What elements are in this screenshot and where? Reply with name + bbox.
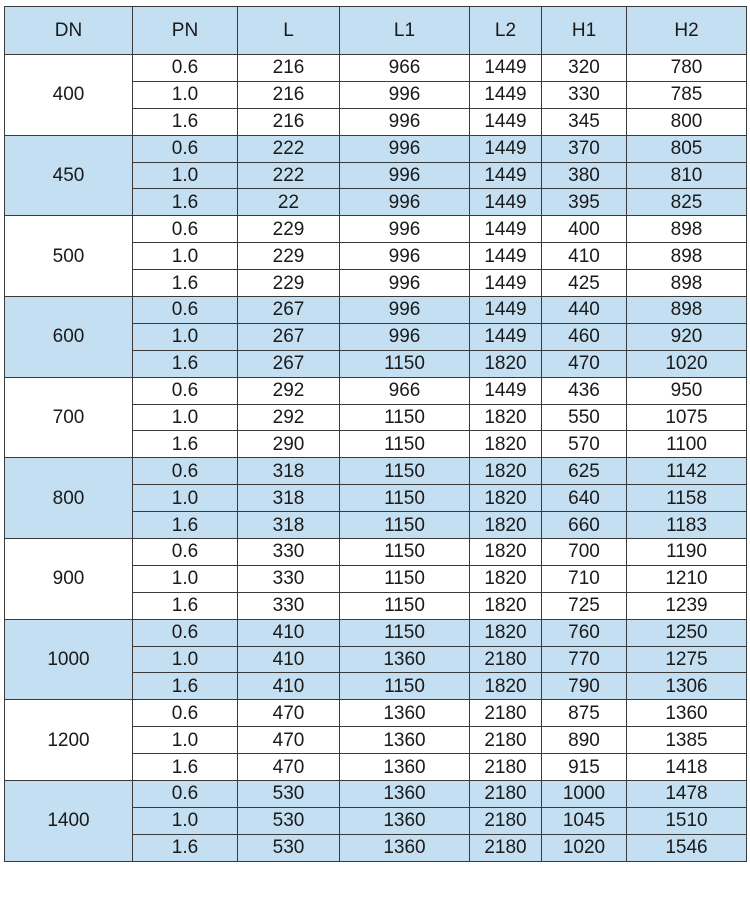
h2-cell: 1183 xyxy=(627,512,747,539)
l1-cell: 996 xyxy=(340,323,470,350)
h2-cell: 1306 xyxy=(627,673,747,700)
h1-cell: 550 xyxy=(542,404,627,431)
h1-cell: 915 xyxy=(542,754,627,781)
h2-cell: 1100 xyxy=(627,431,747,458)
h1-cell: 700 xyxy=(542,539,627,566)
l2-cell: 1449 xyxy=(470,81,542,108)
h1-cell: 440 xyxy=(542,297,627,324)
l2-cell: 2180 xyxy=(470,807,542,834)
h2-cell: 1239 xyxy=(627,592,747,619)
l-cell: 222 xyxy=(238,162,340,189)
column-header-h1: H1 xyxy=(542,7,627,55)
h1-cell: 436 xyxy=(542,377,627,404)
l1-cell: 996 xyxy=(340,297,470,324)
l-cell: 222 xyxy=(238,135,340,162)
l2-cell: 1820 xyxy=(470,458,542,485)
dn-cell: 700 xyxy=(5,377,133,458)
l-cell: 330 xyxy=(238,565,340,592)
h2-cell: 810 xyxy=(627,162,747,189)
l1-cell: 1150 xyxy=(340,485,470,512)
table-body xyxy=(5,55,747,862)
h1-cell: 330 xyxy=(542,81,627,108)
pn-cell: 0.6 xyxy=(133,55,238,82)
pn-cell: 0.6 xyxy=(133,539,238,566)
pn-cell: 0.6 xyxy=(133,135,238,162)
l2-cell: 1449 xyxy=(470,377,542,404)
l2-cell: 1820 xyxy=(470,673,542,700)
h1-cell: 790 xyxy=(542,673,627,700)
l-cell: 229 xyxy=(238,270,340,297)
h1-cell: 460 xyxy=(542,323,627,350)
header-row xyxy=(5,7,747,55)
l1-cell: 1360 xyxy=(340,807,470,834)
l-cell: 22 xyxy=(238,189,340,216)
pn-cell: 1.6 xyxy=(133,592,238,619)
h1-cell: 625 xyxy=(542,458,627,485)
pn-cell: 1.6 xyxy=(133,108,238,135)
dn-cell: 800 xyxy=(5,458,133,539)
l1-cell: 1150 xyxy=(340,458,470,485)
h2-cell: 898 xyxy=(627,243,747,270)
l1-cell: 1360 xyxy=(340,646,470,673)
l-cell: 530 xyxy=(238,781,340,808)
l2-cell: 2180 xyxy=(470,754,542,781)
l2-cell: 1820 xyxy=(470,485,542,512)
pn-cell: 1.0 xyxy=(133,565,238,592)
l1-cell: 1150 xyxy=(340,592,470,619)
l1-cell: 996 xyxy=(340,108,470,135)
l2-cell: 1449 xyxy=(470,297,542,324)
l-cell: 410 xyxy=(238,646,340,673)
h2-cell: 950 xyxy=(627,377,747,404)
table-row xyxy=(5,619,747,646)
pn-cell: 1.6 xyxy=(133,512,238,539)
pn-cell: 1.0 xyxy=(133,162,238,189)
h2-cell: 898 xyxy=(627,270,747,297)
h2-cell: 1510 xyxy=(627,807,747,834)
column-header-l: L xyxy=(238,7,340,55)
h2-cell: 780 xyxy=(627,55,747,82)
h1-cell: 1020 xyxy=(542,834,627,861)
l-cell: 216 xyxy=(238,55,340,82)
column-header-h2: H2 xyxy=(627,7,747,55)
l2-cell: 1820 xyxy=(470,539,542,566)
l-cell: 330 xyxy=(238,592,340,619)
h1-cell: 890 xyxy=(542,727,627,754)
l1-cell: 1150 xyxy=(340,350,470,377)
h2-cell: 825 xyxy=(627,189,747,216)
l2-cell: 1449 xyxy=(470,189,542,216)
table-row xyxy=(5,539,747,566)
l1-cell: 1360 xyxy=(340,834,470,861)
pn-cell: 0.6 xyxy=(133,700,238,727)
l2-cell: 1449 xyxy=(470,135,542,162)
l2-cell: 1820 xyxy=(470,565,542,592)
h2-cell: 1075 xyxy=(627,404,747,431)
h2-cell: 898 xyxy=(627,297,747,324)
h1-cell: 1000 xyxy=(542,781,627,808)
l1-cell: 996 xyxy=(340,162,470,189)
pn-cell: 0.6 xyxy=(133,458,238,485)
l2-cell: 2180 xyxy=(470,646,542,673)
l-cell: 267 xyxy=(238,323,340,350)
l-cell: 229 xyxy=(238,216,340,243)
dn-cell: 600 xyxy=(5,297,133,378)
h1-cell: 710 xyxy=(542,565,627,592)
column-header-l1: L1 xyxy=(340,7,470,55)
l-cell: 229 xyxy=(238,243,340,270)
l1-cell: 1150 xyxy=(340,673,470,700)
l2-cell: 1820 xyxy=(470,350,542,377)
l-cell: 530 xyxy=(238,807,340,834)
h1-cell: 345 xyxy=(542,108,627,135)
pn-cell: 1.6 xyxy=(133,834,238,861)
l-cell: 318 xyxy=(238,512,340,539)
l1-cell: 1150 xyxy=(340,539,470,566)
l1-cell: 996 xyxy=(340,243,470,270)
l1-cell: 1360 xyxy=(340,727,470,754)
pn-cell: 0.6 xyxy=(133,619,238,646)
table-row xyxy=(5,781,747,808)
l2-cell: 2180 xyxy=(470,781,542,808)
h1-cell: 725 xyxy=(542,592,627,619)
dn-cell: 900 xyxy=(5,539,133,620)
pn-cell: 1.6 xyxy=(133,754,238,781)
pn-cell: 1.6 xyxy=(133,189,238,216)
l-cell: 267 xyxy=(238,350,340,377)
column-header-dn: DN xyxy=(5,7,133,55)
h2-cell: 1142 xyxy=(627,458,747,485)
l1-cell: 996 xyxy=(340,135,470,162)
l1-cell: 996 xyxy=(340,81,470,108)
l1-cell: 996 xyxy=(340,270,470,297)
l-cell: 470 xyxy=(238,700,340,727)
l-cell: 318 xyxy=(238,458,340,485)
l2-cell: 2180 xyxy=(470,727,542,754)
l1-cell: 966 xyxy=(340,55,470,82)
h2-cell: 1418 xyxy=(627,754,747,781)
h1-cell: 760 xyxy=(542,619,627,646)
h2-cell: 1210 xyxy=(627,565,747,592)
dimensions-table xyxy=(4,6,747,862)
l1-cell: 1150 xyxy=(340,565,470,592)
h1-cell: 400 xyxy=(542,216,627,243)
pn-cell: 1.0 xyxy=(133,485,238,512)
h2-cell: 898 xyxy=(627,216,747,243)
pn-cell: 1.0 xyxy=(133,243,238,270)
h2-cell: 1158 xyxy=(627,485,747,512)
table-row xyxy=(5,700,747,727)
table-header xyxy=(5,7,747,55)
table-row xyxy=(5,458,747,485)
h1-cell: 410 xyxy=(542,243,627,270)
h2-cell: 1385 xyxy=(627,727,747,754)
l2-cell: 1449 xyxy=(470,108,542,135)
l1-cell: 996 xyxy=(340,216,470,243)
l2-cell: 2180 xyxy=(470,700,542,727)
pn-cell: 1.6 xyxy=(133,431,238,458)
table-row xyxy=(5,135,747,162)
table-row xyxy=(5,216,747,243)
h1-cell: 1045 xyxy=(542,807,627,834)
h2-cell: 805 xyxy=(627,135,747,162)
pn-cell: 0.6 xyxy=(133,781,238,808)
l2-cell: 1449 xyxy=(470,270,542,297)
pn-cell: 1.6 xyxy=(133,270,238,297)
l2-cell: 1449 xyxy=(470,162,542,189)
l-cell: 470 xyxy=(238,727,340,754)
h2-cell: 785 xyxy=(627,81,747,108)
l-cell: 292 xyxy=(238,404,340,431)
pn-cell: 0.6 xyxy=(133,216,238,243)
pn-cell: 1.0 xyxy=(133,404,238,431)
h1-cell: 320 xyxy=(542,55,627,82)
pn-cell: 1.0 xyxy=(133,81,238,108)
h2-cell: 1275 xyxy=(627,646,747,673)
l1-cell: 1150 xyxy=(340,431,470,458)
l2-cell: 1820 xyxy=(470,431,542,458)
pn-cell: 1.0 xyxy=(133,323,238,350)
h2-cell: 1190 xyxy=(627,539,747,566)
dn-cell: 450 xyxy=(5,135,133,216)
h1-cell: 770 xyxy=(542,646,627,673)
l-cell: 292 xyxy=(238,377,340,404)
l1-cell: 996 xyxy=(340,189,470,216)
l2-cell: 1820 xyxy=(470,404,542,431)
l2-cell: 1820 xyxy=(470,619,542,646)
l1-cell: 1150 xyxy=(340,404,470,431)
l2-cell: 2180 xyxy=(470,834,542,861)
table-row xyxy=(5,297,747,324)
pn-cell: 1.6 xyxy=(133,673,238,700)
l2-cell: 1449 xyxy=(470,55,542,82)
l1-cell: 966 xyxy=(340,377,470,404)
pn-cell: 1.0 xyxy=(133,807,238,834)
column-header-pn: PN xyxy=(133,7,238,55)
l-cell: 470 xyxy=(238,754,340,781)
pn-cell: 1.0 xyxy=(133,727,238,754)
table-row xyxy=(5,55,747,82)
pn-cell: 0.6 xyxy=(133,377,238,404)
l-cell: 216 xyxy=(238,81,340,108)
dn-cell: 500 xyxy=(5,216,133,297)
h1-cell: 470 xyxy=(542,350,627,377)
l-cell: 318 xyxy=(238,485,340,512)
l1-cell: 1150 xyxy=(340,619,470,646)
h1-cell: 395 xyxy=(542,189,627,216)
dn-cell: 1200 xyxy=(5,700,133,781)
column-header-l2: L2 xyxy=(470,7,542,55)
h1-cell: 660 xyxy=(542,512,627,539)
pn-cell: 1.6 xyxy=(133,350,238,377)
h2-cell: 1360 xyxy=(627,700,747,727)
l1-cell: 1360 xyxy=(340,700,470,727)
l-cell: 267 xyxy=(238,297,340,324)
h2-cell: 1250 xyxy=(627,619,747,646)
h1-cell: 370 xyxy=(542,135,627,162)
h2-cell: 800 xyxy=(627,108,747,135)
h2-cell: 1020 xyxy=(627,350,747,377)
l1-cell: 1360 xyxy=(340,754,470,781)
h1-cell: 570 xyxy=(542,431,627,458)
dn-cell: 400 xyxy=(5,55,133,136)
l1-cell: 1360 xyxy=(340,781,470,808)
dn-cell: 1400 xyxy=(5,781,133,862)
l-cell: 530 xyxy=(238,834,340,861)
dn-cell: 1000 xyxy=(5,619,133,700)
l1-cell: 1150 xyxy=(340,512,470,539)
l2-cell: 1820 xyxy=(470,592,542,619)
l-cell: 410 xyxy=(238,673,340,700)
h2-cell: 1546 xyxy=(627,834,747,861)
h1-cell: 425 xyxy=(542,270,627,297)
l2-cell: 1449 xyxy=(470,243,542,270)
l-cell: 330 xyxy=(238,539,340,566)
h1-cell: 640 xyxy=(542,485,627,512)
l2-cell: 1449 xyxy=(470,323,542,350)
l2-cell: 1449 xyxy=(470,216,542,243)
l-cell: 410 xyxy=(238,619,340,646)
h1-cell: 875 xyxy=(542,700,627,727)
pn-cell: 0.6 xyxy=(133,297,238,324)
h2-cell: 1478 xyxy=(627,781,747,808)
l2-cell: 1820 xyxy=(470,512,542,539)
l-cell: 216 xyxy=(238,108,340,135)
pn-cell: 1.0 xyxy=(133,646,238,673)
table-row xyxy=(5,377,747,404)
h2-cell: 920 xyxy=(627,323,747,350)
h1-cell: 380 xyxy=(542,162,627,189)
l-cell: 290 xyxy=(238,431,340,458)
